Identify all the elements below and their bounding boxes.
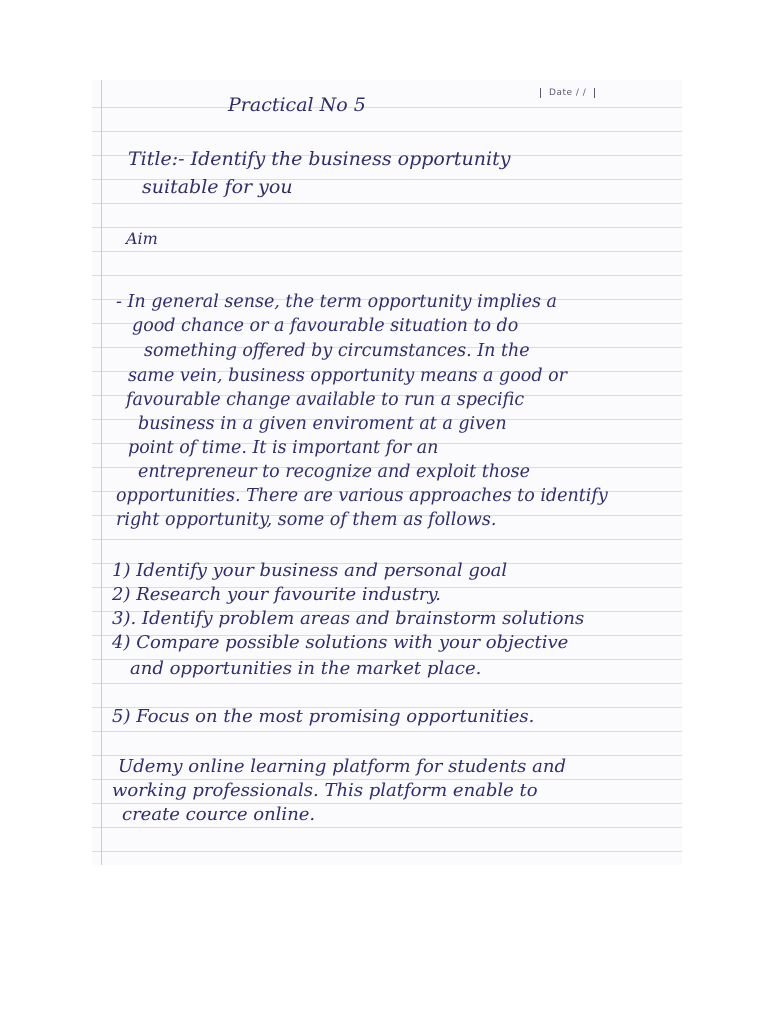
practical-heading: Practical No 5 [228,94,366,116]
title-line-2: suitable for you [142,176,293,198]
paragraph-line: opportunities. There are various approaches to identify [116,486,608,506]
example-line: working professionals. This platform enable to [112,780,538,801]
paragraph-line: right opportunity, some of them as follows. [116,510,497,530]
title-line-1: Title:- Identify the business opportunity [128,148,511,170]
paragraph-line: same vein, business opportunity means a good or [128,366,567,386]
notebook-page [92,80,682,865]
list-item: 1) Identify your business and personal goal [112,560,508,581]
paragraph-line: favourable change available to run a specific [126,390,525,410]
list-item: 3). Identify problem areas and brainstorm solutions [112,608,585,629]
paragraph-line: - In general sense, the term opportunity implies a [116,292,557,312]
margin-line [101,80,102,865]
paragraph-line: entrepreneur to recognize and exploit those [138,462,530,482]
date-field: Date / / [540,88,595,98]
list-item: 2) Research your favourite industry. [112,584,441,605]
list-item: 4) Compare possible solutions with your objective [112,632,569,653]
aim-label: Aim [126,229,158,248]
list-item: 5) Focus on the most promising opportunities. [112,706,535,727]
example-line: Udemy online learning platform for students and [118,756,566,777]
paragraph-line: something offered by circumstances. In the [144,341,530,361]
paragraph-line: business in a given enviroment at a given [138,414,507,434]
paragraph-line: point of time. It is important for an [128,438,439,458]
example-line: create cource online. [122,804,316,825]
paragraph-line: good chance or a favourable situation to do [132,316,519,336]
list-item: and opportunities in the market place. [130,658,482,679]
